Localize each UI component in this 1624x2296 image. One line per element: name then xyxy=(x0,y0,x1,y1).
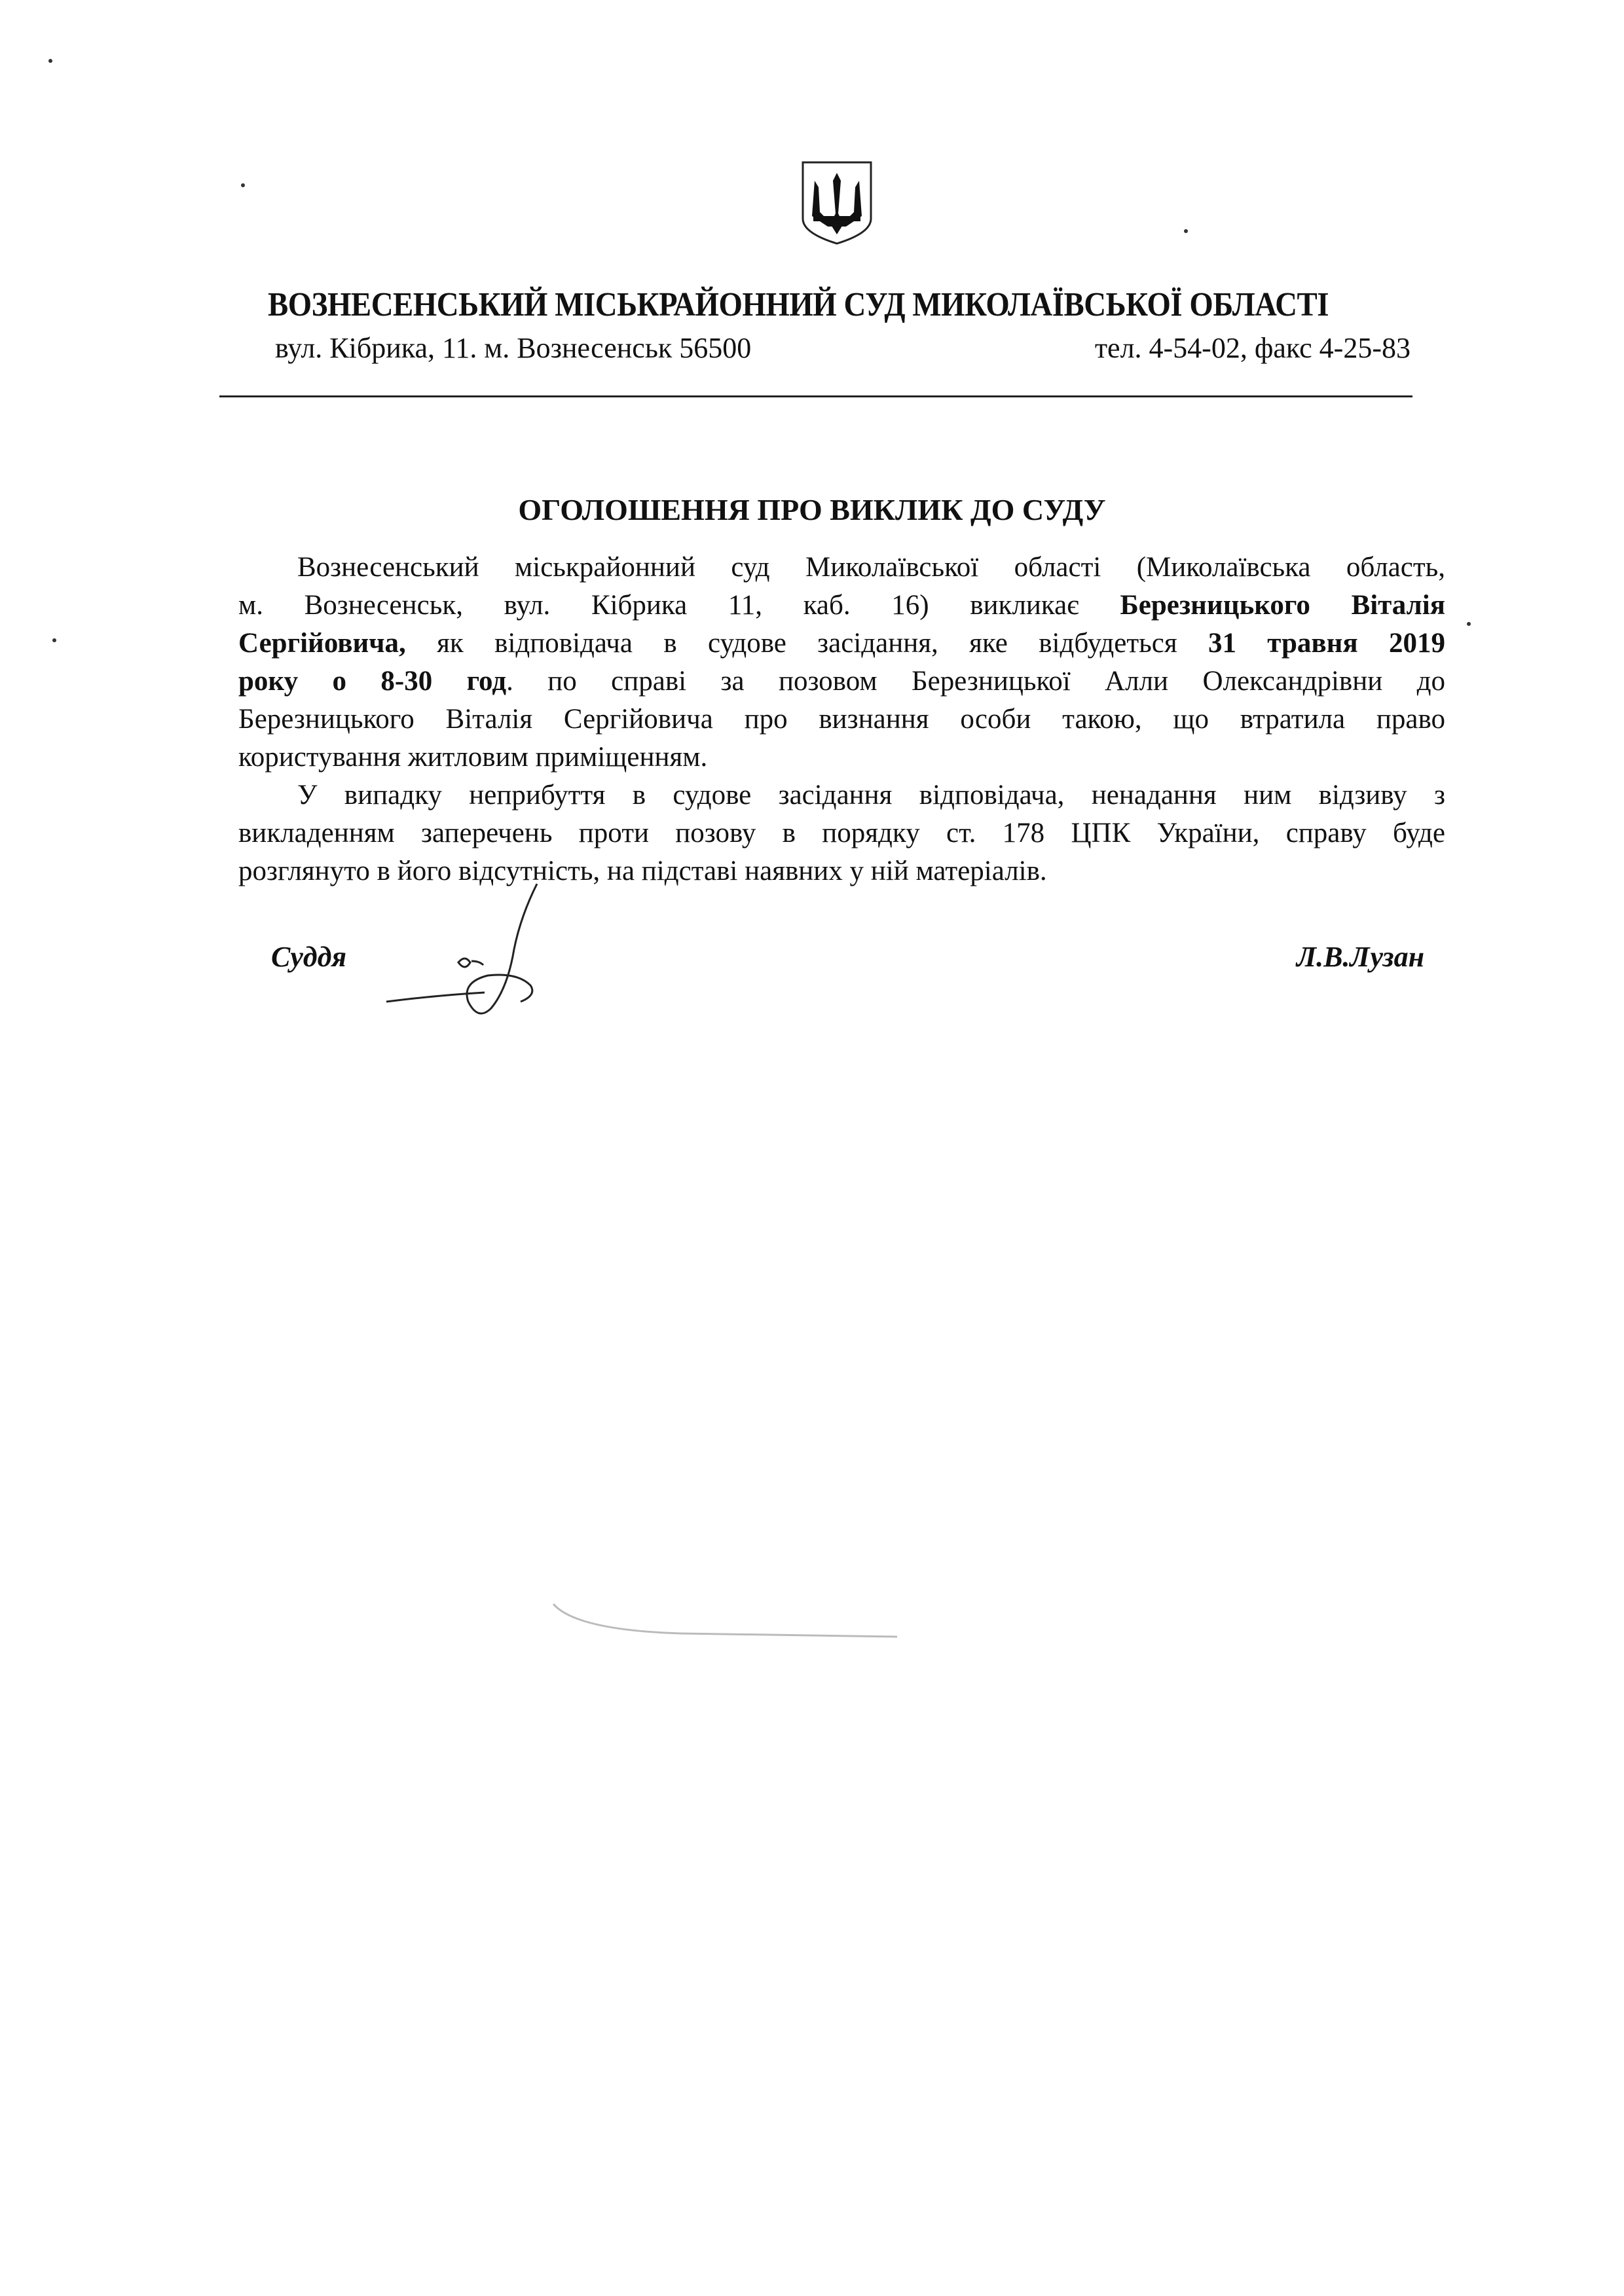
scan-speck xyxy=(1184,229,1188,233)
defendant-name: Березницького Віталія xyxy=(1120,590,1445,621)
judge-name: Л.В.Лузан xyxy=(1296,941,1424,973)
text-run: користування житловим приміщенням. xyxy=(238,742,708,773)
text-line xyxy=(238,814,1445,852)
court-name-heading: ВОЗНЕСЕНСЬКИЙ МІСЬКРАЙОННИЙ СУД МИКОЛАЇВСЬКОЇ ОБЛАСТІ xyxy=(268,286,1329,323)
text-run: розглянуто в його відсутність, на підставі наявних у ній матеріалів. xyxy=(238,856,1047,886)
text-line xyxy=(238,663,1445,701)
judge-label: Суддя xyxy=(271,941,347,973)
defendant-patronymic: Сергійовича, xyxy=(238,628,406,659)
scan-speck xyxy=(241,183,245,187)
scan-speck xyxy=(52,638,56,642)
text-run: викладенням заперечень проти позову в порядку ст. 178 ЦПК України, справу буде xyxy=(238,818,1445,848)
coat-of-arms-icon xyxy=(800,161,874,245)
handwritten-signature xyxy=(380,877,576,1034)
text-run: Березницького Віталія Сергійовича про визнання особи такою, що втратила право xyxy=(238,704,1445,735)
court-address: вул. Кібрика, 11. м. Вознесенськ 56500 xyxy=(275,332,752,364)
paragraph-consequences xyxy=(238,776,1445,890)
scan-mark xyxy=(550,1597,904,1643)
court-phone: тел. 4-54-02, факс 4-25-83 xyxy=(1094,332,1411,364)
document-title: ОГОЛОШЕННЯ ПРО ВИКЛИК ДО СУДУ xyxy=(518,493,1106,526)
text-line xyxy=(238,587,1445,625)
scan-speck xyxy=(1467,622,1471,626)
text-run: Вознесенський міськрайонний суд Миколаївської області (Миколаївська область, xyxy=(297,552,1445,583)
paragraph-summons xyxy=(238,549,1445,776)
text-line xyxy=(238,738,1445,776)
text-run: як відповідача в судове засідання, яке відбудеться xyxy=(405,628,1208,659)
header-divider xyxy=(219,395,1412,397)
text-run: У випадку неприбуття в судове засідання відповідача, ненадання ним відзиву з xyxy=(297,780,1445,811)
hearing-date: 31 травня 2019 xyxy=(1208,628,1445,659)
scan-speck xyxy=(48,59,52,63)
text-line xyxy=(238,776,1445,814)
hearing-time: року о 8-30 год xyxy=(238,666,507,697)
text-run: . по справі за позовом Березницької Алли Олександрівни до xyxy=(506,666,1445,697)
text-line xyxy=(238,625,1445,663)
text-run: м. Вознесенськ, вул. Кібрика 11, каб. 16) викликає xyxy=(238,590,1120,621)
text-line xyxy=(238,701,1445,738)
text-line xyxy=(238,549,1445,587)
